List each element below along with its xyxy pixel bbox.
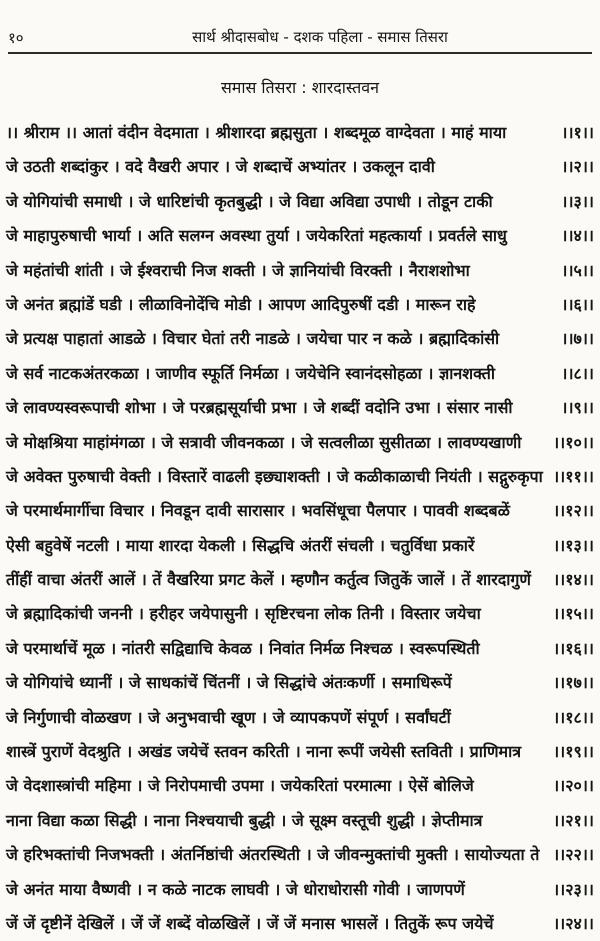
- verse-number: ।।१।।: [561, 123, 594, 142]
- page-number: १०: [8, 29, 24, 47]
- verse-text: जे मोक्षश्रिया माहांमंगळा । जे सत्रावी जीवनकळा । जे सत्वलीळा सुसीतळा । लावण्यखाणी: [6, 432, 522, 452]
- verse-line: [6, 426, 594, 460]
- verse-list: [6, 116, 594, 941]
- verse-number: ।।२४।।: [553, 913, 594, 933]
- verse-text: जे वेदशास्त्रांची महिमा । जे निरोपमाची उपमा । जयेकरितां परमात्मा । ऐसें बोलिजे: [6, 776, 474, 796]
- verse-line: [6, 219, 594, 253]
- verse-number: ।।५।।: [561, 260, 594, 280]
- verse-line: [6, 494, 594, 528]
- section-title: समास तिसरा : शारदास्तवन: [220, 78, 380, 97]
- verse-text: जे महंतांची शांती । जे ईश्वराची निज शक्ती । जे ज्ञानियांची विरक्ती । नैराशशोभा: [6, 260, 470, 280]
- verse-line: [6, 701, 594, 735]
- verse-text: तींहीं वाचा अंतरीं आलें । तें वैखरिया प्रगट केलें । म्हणौन कर्तुत्व जितुकें जालें । तें शारदागुणें: [6, 570, 531, 590]
- verse-text: जे माहापुरुषाची भार्या । अति सलग्न अवस्था तुर्या । जयेकरितां महत्कार्या । प्रवर्तले साधु: [6, 226, 507, 246]
- verse-line: [6, 563, 594, 597]
- verse-text: जे हरिभक्तांची निजभक्ती । अंतर्निष्ठांची अंतरस्थिती । जे जीवन्मुक्तांची मुक्ती । सायोज्यता ते: [6, 845, 540, 865]
- verse-text: जे अनंत माया वैष्णवी । न कळे नाटक लाघवी । जे धोराधोरासी गोवी । जाणपणें: [6, 879, 465, 899]
- verse-line: [6, 838, 594, 872]
- verse-number: ।।१८।।: [553, 707, 594, 727]
- verse-text: जे निर्गुणाची वोळखण । जे अनुभवाची खूण । जे व्यापकपणें संपूर्ण । सर्वांघटीं: [6, 707, 451, 727]
- verse-number: ।।१०।।: [553, 432, 594, 452]
- verse-number: ।।३।।: [561, 191, 594, 211]
- verse-line: [6, 597, 594, 631]
- verse-text: जे परमार्थाचें मूळ । नांतरी सद्विद्याचि केवळ । निवांत निर्मळ निश्चळ । स्वरूपस्थिती: [6, 638, 480, 658]
- verse-number: ।।१२।।: [553, 501, 594, 521]
- verse-line: [6, 907, 594, 941]
- verse-line: [6, 769, 594, 803]
- verse-line: [6, 116, 594, 150]
- verse-line: [6, 357, 594, 391]
- verse-text: जे ब्रह्मादिकांची जननी । हरीहर जयेपासुनी । सृष्टिरचना लोक तिनी । विस्तार जयेचा: [6, 604, 481, 624]
- verse-text: जे सर्व नाटकअंतरकळा । जाणीव स्फूर्ति निर्मळा । जयेचेनि स्वानंदसोहळा । ज्ञानशक्ती: [6, 363, 495, 383]
- verse-line: [6, 391, 594, 425]
- verse-number: ।।२१।।: [553, 810, 594, 830]
- verse-number: ।।११।।: [553, 466, 594, 486]
- page-header: [0, 22, 600, 52]
- verse-number: ।।४।।: [561, 226, 594, 246]
- verse-line: [6, 288, 594, 322]
- verse-text: जें जें दृष्टीनें देखिलें । जें जें शब्दें वोळखिलें । जें जें मनास भासलें । तितुकें रूप जयेचें: [6, 913, 494, 933]
- verse-line: [6, 735, 594, 769]
- verse-number: ।।८।।: [561, 363, 594, 383]
- verse-number: ।।२।।: [561, 157, 594, 177]
- verse-number: ।।२०।।: [553, 776, 594, 796]
- verse-line: [6, 322, 594, 356]
- verse-text: जे प्रत्यक्ष पाहातां आडळे । विचार घेतां तरी नाडळे । जयेचा पार न कळे । ब्रह्मादिकांसी: [6, 329, 500, 349]
- verse-number: ।।९।।: [561, 398, 594, 418]
- verse-line: [6, 529, 594, 563]
- verse-line: [6, 185, 594, 219]
- verse-line: [6, 804, 594, 838]
- verse-number: ।।१६।।: [553, 638, 594, 658]
- verse-text: जे परमार्थमार्गीचा विचार । निवडून दावी सारासार । भवसिंधूचा पैलपार । पाववी शब्दबळें: [6, 501, 510, 521]
- verse-text: ऐसी बहुवेषें नटली । माया शारदा येकली । सिद्धचि अंतरीं संचली । चतुर्विधा प्रकारें: [6, 535, 475, 555]
- verse-text: ।। श्रीराम ।। आतां वंदीन वेदमाता । श्रीशारदा ब्रह्मसुता । शब्दमूळ वाग्देवता । माहं माया: [6, 123, 507, 142]
- verse-line: [6, 632, 594, 666]
- verse-text: जे योगियांचे ध्यानीं । जे साधकांचें चिंतनीं । जे सिद्धांचे अंतःकर्णी । समाधिरूपें: [6, 673, 452, 693]
- verse-number: ।।६।।: [561, 294, 594, 314]
- verse-line: [6, 254, 594, 288]
- verse-number: ।।१७।।: [553, 673, 594, 693]
- running-title: सार्थ श्रीदासबोध - दशक पहिला - समास तिसरा: [192, 28, 448, 46]
- verse-line: [6, 873, 594, 907]
- verse-line: [6, 460, 594, 494]
- header-rule: [8, 52, 592, 54]
- verse-text: शास्त्रें पुराणें वेदश्रुति । अखंड जयेचें स्तवन करिती । नाना रूपीं जयेसी स्तविती । प्राणिमात्र: [6, 742, 522, 762]
- verse-number: ।।१४।।: [553, 570, 594, 590]
- verse-text: जे अवेक्त पुरुषाची वेक्ती । विस्तारें वाढली इछ्याशक्ती । जे कळीकाळाची नियंती । सद्गुरुकृपा: [6, 466, 543, 486]
- verse-text: जे योगियांची समाधी । जे धारिष्टांची कृतबुद्धी । जे विद्या अविद्या उपाधी । तोडून टाकी: [6, 191, 493, 211]
- verse-number: ।।२२।।: [553, 845, 594, 865]
- verse-line: [6, 150, 594, 184]
- verse-number: ।।७।।: [561, 329, 594, 349]
- verse-line: [6, 666, 594, 700]
- verse-text: जे लावण्यस्वरूपाची शोभा । जे परब्रह्मसूर्याची प्रभा । जे शब्दीं वदोनि उभा । संसार नासी: [6, 398, 513, 418]
- verse-number: ।।२३।।: [553, 879, 594, 899]
- verse-text: जे अनंत ब्रह्मांडें घडी । लीळाविनोदेंचि मोडी । आपण आदिपुरुषीं दडी । मारून राहे: [6, 294, 476, 314]
- verse-text: जे उठती शब्दांकुर । वदे वैखरी अपार । जे शब्दाचें अभ्यांतर । उकलून दावी: [6, 157, 435, 177]
- verse-number: ।।१३।।: [553, 535, 594, 555]
- verse-text: नाना विद्या कळा सिद्धी । नाना निश्चयाची बुद्धी । जे सूक्ष्म वस्तूची शुद्धी । ज्ञेप्तीमात्र: [6, 810, 483, 830]
- verse-number: ।।१९।।: [553, 742, 594, 762]
- verse-number: ।।१५।।: [553, 604, 594, 624]
